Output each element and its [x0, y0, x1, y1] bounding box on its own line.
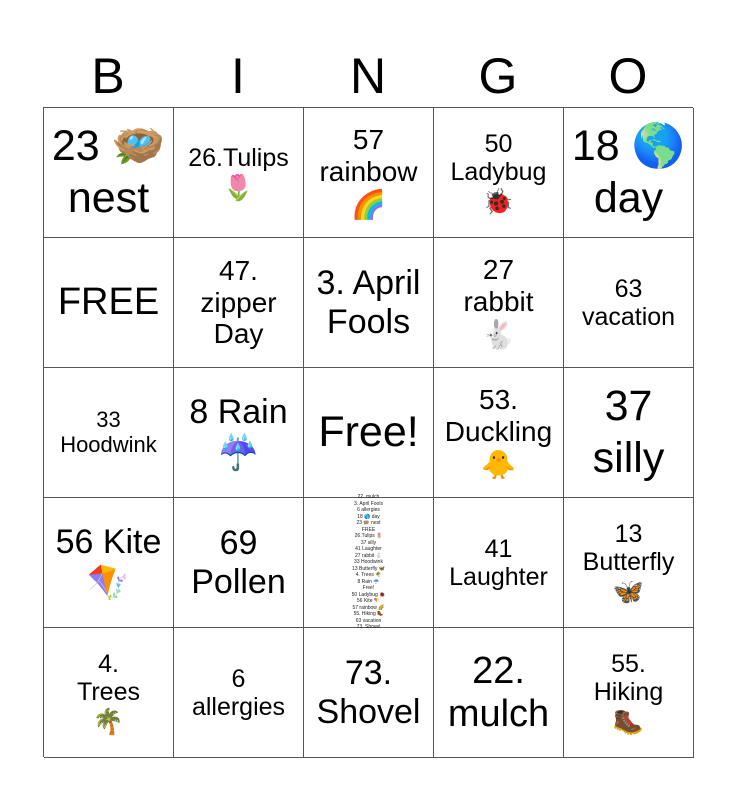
mini-list-line: 50 Ladybug 🐞 [351, 591, 386, 598]
bingo-cell[interactable] [174, 368, 304, 498]
bingo-cell[interactable] [304, 628, 434, 758]
cell-text: Ladybug [450, 157, 547, 186]
cell-text: vacation [581, 302, 676, 331]
bingo-cell[interactable] [304, 238, 434, 368]
cell-text: Fools [326, 302, 411, 341]
cell-text: 69 [219, 524, 258, 563]
cell-text: 3. April [316, 264, 421, 303]
cell-text: Butterfly [582, 547, 675, 576]
header-letter-n: N [349, 48, 387, 104]
mini-list-line: 26.Tulips 🌷 [354, 533, 383, 540]
bingo-cell[interactable] [174, 498, 304, 628]
cell-emoji-icon: 🌷 [222, 173, 255, 202]
bingo-cell[interactable] [564, 108, 694, 238]
cell-text: allergies [191, 692, 286, 721]
cell-text: Trees [77, 677, 140, 706]
bingo-cell[interactable] [44, 108, 174, 238]
bingo-cell[interactable] [44, 498, 174, 628]
mini-list-line: 63 vacation [355, 617, 382, 624]
cell-emoji-icon: ☔ [217, 433, 260, 472]
cell-text: 4. [98, 649, 119, 678]
cell-text: Hoodwink [60, 431, 157, 457]
mini-list-line: 41 Laughter [355, 546, 382, 553]
cell-text: 47. [219, 255, 258, 287]
mini-list-line: 57 rainbow 🌈 [352, 604, 385, 611]
cell-text: Shovel [316, 692, 421, 731]
cell-text: 27 [482, 254, 515, 286]
cell-text: nest [67, 173, 150, 222]
bingo-cell[interactable] [434, 628, 564, 758]
cell-text: silly [592, 433, 665, 482]
cell-text: 57 [352, 124, 385, 156]
bingo-cell[interactable] [564, 498, 694, 628]
mini-list-line: 56 Kite 🪁 [356, 598, 381, 605]
cell-text: 33 [96, 406, 121, 432]
bingo-cell[interactable] [434, 238, 564, 368]
cell-text: 41 [484, 534, 513, 563]
cell-text: 18 🌎 [571, 121, 686, 170]
cell-text: 8 Rain [189, 393, 288, 432]
mini-list-line: Free! [362, 585, 375, 592]
mini-list-line: 33 Hoodwink [354, 559, 383, 566]
cell-emoji-icon: 🪁 [87, 563, 130, 602]
cell-text: 50 [484, 129, 513, 158]
cell-text: zipper [200, 286, 277, 318]
bingo-cell[interactable] [564, 628, 694, 758]
cell-emoji-icon: 🌴 [92, 707, 125, 736]
mini-list-line: 3. April Fools [354, 500, 383, 507]
cell-text: mulch [447, 692, 550, 735]
bingo-cell[interactable] [304, 494, 434, 631]
bingo-cell[interactable] [174, 108, 304, 238]
cell-text: Hiking [593, 677, 664, 706]
mini-list-line: 23 🪺 nest [356, 520, 381, 527]
header-letter-i: I [231, 48, 245, 104]
bingo-cell[interactable] [304, 368, 434, 498]
cell-text: FREE [57, 281, 160, 324]
cell-text: 22. [472, 649, 525, 692]
cell-text: Day [213, 318, 264, 350]
bingo-cell[interactable] [174, 238, 304, 368]
header-letter-o: O [608, 48, 648, 104]
mini-list-line: 73. Shovel [356, 624, 381, 631]
bingo-cell[interactable] [564, 368, 694, 498]
cell-text: 13 [614, 519, 643, 548]
bingo-cell[interactable] [304, 108, 434, 238]
cell-emoji-icon: 🌈 [351, 189, 386, 221]
cell-text: 73. [344, 654, 393, 693]
mini-list-line: 55. Hiking 🥾 [353, 611, 384, 618]
mini-list-line: 4. Trees 🌴 [355, 572, 382, 579]
bingo-cell[interactable] [44, 628, 174, 758]
bingo-cell[interactable] [174, 628, 304, 758]
bingo-cell[interactable] [564, 238, 694, 368]
bingo-grid [43, 107, 693, 757]
cell-text: 37 [604, 381, 653, 430]
cell-text: 53. [479, 384, 518, 416]
cell-text: 26.Tulips [188, 143, 289, 172]
header-letter-g: G [478, 48, 518, 104]
cell-emoji-icon: 🐥 [481, 449, 516, 481]
cell-emoji-icon: 🦋 [612, 577, 645, 606]
cell-text: rainbow [319, 155, 418, 187]
cell-text: Pollen [191, 562, 286, 601]
bingo-cell[interactable] [434, 498, 564, 628]
mini-list-line: 27 rabbit 🐇 [354, 552, 383, 559]
cell-emoji-icon: 🐞 [482, 187, 515, 216]
mini-list-line: 13 Butterfly 🦋 [352, 565, 385, 572]
bingo-cell[interactable] [44, 238, 174, 368]
mini-list-line: 22. mulch [357, 494, 380, 501]
cell-text: 6 [231, 664, 246, 693]
mini-list-line: 18 🌎 day [357, 513, 380, 520]
mini-list-line: 8 Rain ☔ [357, 578, 380, 585]
bingo-cell[interactable] [434, 108, 564, 238]
mini-list-line: 37 silly [360, 539, 377, 546]
cell-text: Free! [318, 407, 419, 456]
cell-text: Duckling [444, 415, 553, 447]
cell-text: 23 🪺 [51, 121, 166, 170]
cell-emoji-icon: 🥾 [612, 707, 645, 736]
cell-emoji-icon: 🐇 [481, 319, 516, 351]
cell-text: rabbit [463, 285, 534, 317]
header-letter-b: B [91, 48, 125, 104]
cell-text: 56 Kite [55, 523, 162, 562]
cell-text: Laughter [449, 562, 548, 591]
bingo-header [43, 44, 693, 108]
cell-text: 63 [614, 274, 643, 303]
mini-list-line: 6 allergies [357, 507, 380, 514]
cell-text: 55. [611, 649, 646, 678]
bingo-cell[interactable] [434, 368, 564, 498]
bingo-cell[interactable] [44, 368, 174, 498]
mini-list-line: FREE [361, 526, 376, 533]
cell-text: day [593, 173, 664, 222]
